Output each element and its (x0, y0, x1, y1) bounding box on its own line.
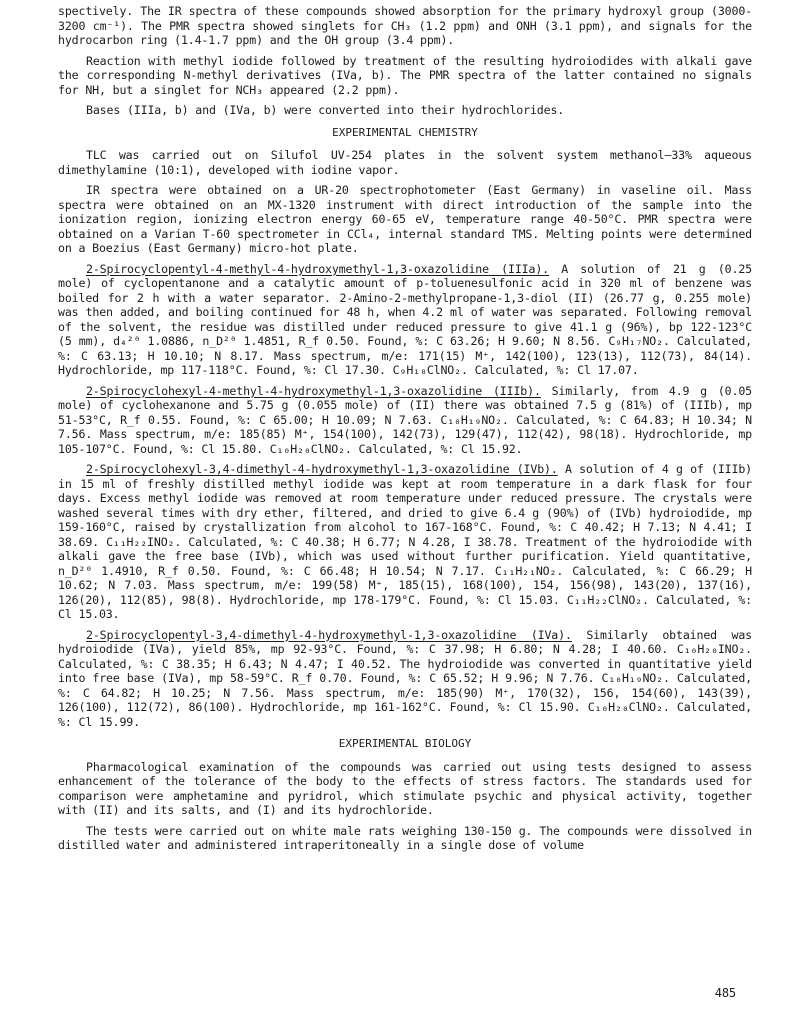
intro-paragraph-3: Bases (IIIa, b) and (IVa, b) were converted into their hydrochlorides. (86, 103, 565, 117)
intro-paragraph-1: spectively. The IR spectra of these compounds showed absorption for the primary hydroxyl group (3000-3200 cm⁻¹). The PMR spectra showed singlets for CH₃ (1.2 ppm) and ONH (3.1 ppm), and signals for the hydrocarbon ring (1.4-1.7 ppm) and the OH group (3.4 ppm). (58, 4, 752, 47)
bio-paragraph-2: The tests were carried out on white male rats weighing 130-150 g. The compounds were dissolved in distilled water and administered intraperitoneally in a single dose of volume (58, 823, 752, 852)
compound-name-IVa: 2-Spirocyclopentyl-3,4-dimethyl-4-hydroxymethyl-1,3-oxazolidine (IVa). (86, 627, 572, 642)
compound-name-IVb: 2-Spirocyclohexyl-3,4-dimethyl-4-hydroxymethyl-1,3-oxazolidine (IVb). (86, 462, 558, 476)
compound-entry-IVb (58, 462, 752, 622)
compound-entry-IIIb (58, 384, 752, 457)
compound-text-IIIb: Similarly, from 4.9 g (0.05 mole) of cyclohexanone and 5.75 g (0.055 mole) of (II) there was obtained 7.5 g (81%) of (IIIb), mp 51-53°C, R_f 0.55. Found, %: C 65.00; H 10.09; N 7.63. C₁₀H₁₉NO₂. Calculated, %: C 64.83; H 10.34; N 7.56. Mass spectrum, m/e: 185(85) M⁺, 154(100), 142(73), 129(47), 112(42), 98(18). Hydrochloride, mp 105-107°C. Found, %: Cl 15.80. C₁₀H₂₀ClNO₂. Calculated, %: Cl 15.92. (58, 383, 752, 456)
section-heading-chemistry: EXPERIMENTAL CHEMISTRY (332, 125, 478, 139)
bio-paragraph-1: Pharmacological examination of the compounds was carried out using tests designed to assess enhancement of the tolerance of the body to the effects of stress factors. The standards used for comparison were amphetamine and pyridrol, which stimulate psychic and physical activity, together with (II) and its salts, and (I) and its hydrochloride. (58, 759, 752, 817)
compound-entry-IVa (58, 628, 752, 730)
section-heading-biology: EXPERIMENTAL BIOLOGY (338, 737, 472, 750)
chem-paragraph-tlc: TLC was carried out on Silufol UV-254 plates in the solvent system methanol—33% aqueous dimethylamine (10:1), developed with iodine vapor. (58, 148, 752, 177)
compound-text-IIIa: A solution of 21 g (0.25 mole) of cyclopentanone and a catalytic amount of p-toluenesulfonic acid in 320 ml of benzene was boiled for 2 h with a water separator. 2-Amino-2-methylpropane-1,3-diol (II) (26.77 g, 0.255 mole) was then added, and boiling continued for 48 h, when 4.2 ml of water was separated. Following removal of the solvent, the residue was distilled under reduced pressure to give 41.1 g (96%), bp 122-123°C (5 mm), d₄²⁰ 1.0886, n_D²⁰ 1.4851, R_f 0.50. Found, %: C 63.26; H 9.60; N 8.56. C₉H₁₇NO₂. Calculated, %: C 63.13; H 10.10; N 8.17. Mass spectrum, m/e: 171(15) M⁺, 142(100), 123(13), 112(73), 84(14). Hydrochloride, mp 117-118°C. Found, %: Cl 17.30. C₉H₁₈ClNO₂. Calculated, %: Cl 17.07. (58, 261, 752, 377)
compound-name-IIIb: 2-Spirocyclohexyl-4-methyl-4-hydroxymethyl-1,3-oxazolidine (IIIb). (86, 383, 541, 398)
intro-paragraph-2: Reaction with methyl iodide followed by treatment of the resulting hydroiodides with alkali gave the corresponding N-methyl derivatives (IVa, b). The PMR spectra of the latter contained no signals for NH, but a singlet for NCH₃ appeared (2.2 ppm). (58, 53, 752, 97)
chem-paragraph-instruments: IR spectra were obtained on a UR-20 spectrophotometer (East Germany) in vaseline oil. Mass spectra were obtained on an MX-1320 instrument with direct introduction of the sample into the ionization region, ionizing electron energy 60-65 eV, temperature range 40-50°C. PMR spectra were obtained on a Varian T-60 spectrometer in CCl₄, internal standard TMS. Melting points were determined on a Boezius (East Germany) micro-hot plate. (58, 183, 752, 255)
compound-entry-IIIa (58, 262, 752, 378)
compound-name-IIIa: 2-Spirocyclopentyl-4-methyl-4-hydroxymethyl-1,3-oxazolidine (IIIa). (86, 261, 549, 276)
compound-text-IVa: Similarly obtained was hydroiodide (IVa), yield 85%, mp 92-93°C. Found, %: C 37.98; H 6.80; N 4.28; I 40.60. C₁₀H₂₀INO₂. Calculated, %: C 38.35; H 6.43; N 4.47; I 40.52. The hydroiodide was converted in quantitative yield into free base (IVa), mp 58-59°C. R_f 0.70. Found, %: C 65.52; H 9.96; N 7.76. C₁₀H₁₉NO₂. Calculated, %: C 64.82; H 10.25; N 7.56. Mass spectrum, m/e: 185(90) M⁺, 170(32), 156, 154(60), 143(39), 126(100), 112(72), 86(100). Hydrochloride, mp 161-162°C. Found, %: Cl 15.90. C₁₀H₂₀ClNO₂. Calculated, %: Cl 15.99. (58, 627, 753, 729)
compound-text-IVb: A solution of 4 g of (IIIb) in 15 ml of freshly distilled methyl iodide was kept at room temperature in a dark flask for four days. Excess methyl iodide was removed at room temperature under reduced pressure. The crystals were washed several times with dry ether, filtered, and dried to give 6.4 g (90%) of (IVb) hydroiodide, mp 159-160°C, raised by crystallization from alcohol to 167-168°C. Found, %: C 40.42; H 7.13; N 4.41; I 38.69. C₁₁H₂₂INO₂. Calculated, %: C 40.38; H 6.77; N 4.28, I 38.78. Treatment of the hydroiodide with alkali gave the free base (IVb), which was used without further purification. Yield quantitative, n_D²⁰ 1.4910, R_f 0.50. Found, %: C 66.48; H 10.54; N 7.17. C₁₁H₂₁NO₂. Calculated, %: C 66.29; H 10.62; N 7.03. Mass spectrum, m/e: 199(58) M⁺, 185(15), 168(100), 154, 156(98), 143(20), 137(16), 126(20), 112(85), 98(8). Hydrochloride, mp 178-179°C. Found, %: Cl 15.03. C₁₁H₂₂ClNO₂. Calculated, %: Cl 15.03. (58, 462, 752, 621)
page-number: 485 (714, 986, 736, 1000)
